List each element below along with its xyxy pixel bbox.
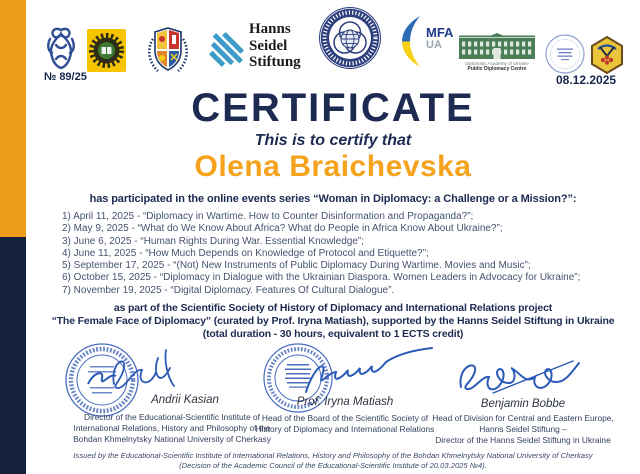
- left-accent-bar-navy: [0, 237, 26, 474]
- academy-caption-2: Public Diplomacy Centre: [467, 66, 527, 72]
- signatory-title-line: Director of the Hanns Seidel Stiftung in Ukraine: [435, 434, 611, 445]
- certificate-number: № 89/25: [44, 71, 87, 83]
- project-line-1: as part of the Scientific Society of History of Diplomacy and International Relations project: [113, 302, 553, 314]
- signatory-title-line: Hanns Seidel Stiftung –: [479, 423, 567, 434]
- sunflower-logo-icon: [87, 29, 126, 72]
- event-list: [62, 211, 580, 297]
- diplomatic-academy-building-icon: [458, 33, 536, 60]
- recipient-name: Olena Braichevska: [194, 150, 472, 183]
- mfa-line1: MFA: [426, 25, 454, 40]
- signature-iryna-matiash: [298, 342, 438, 402]
- event-item: 1) April 11, 2025 - “Diplomacy in Wartime. How to Counter Disinformation and Propaganda?”;: [62, 211, 474, 222]
- event-item: 4) June 11, 2025 - “How Much Depends on Knowledge of Protocol and Etiquette?”;: [62, 247, 429, 259]
- event-item: 7) November 19, 2025 - “Digital Diplomacy. Features Of Cultural Dialogue”.: [62, 284, 395, 296]
- hss-line2: Seidel: [249, 37, 288, 54]
- signature-benjamin-bobbe: [453, 353, 587, 401]
- mfa-wordmark: [426, 26, 453, 52]
- hanns-seidel-stiftung-logo-icon: [205, 24, 247, 74]
- left-accent-bar-orange: [0, 0, 26, 237]
- university-crest-icon: [143, 24, 193, 75]
- signatory-title-line: History of Diplomacy and International Relations: [255, 423, 435, 434]
- signatory-name-2: Prof. Iryna Matiash: [296, 396, 394, 408]
- signatory-title-line: Bohdan Khmelnytsky National University of Cherkasy: [73, 433, 271, 444]
- project-line-3: (total duration - 30 hours, equivalent to 1 ECTS credit): [202, 328, 464, 341]
- issue-date: 08.12.2025: [556, 73, 617, 87]
- project-description: [26, 302, 640, 342]
- footer-issuer: [26, 451, 640, 471]
- footer-line-1: Issued by the Educational-Scientific Institute of International Relations, History and Philosophy of the Bohdan Khmelnytsky National University of Cherkasy: [73, 451, 593, 460]
- mfa-flag-ribbon-icon: [399, 15, 423, 68]
- participation-line: has participated in the online events series “Woman in Diplomacy: a Challenge or a Mission?”:: [89, 193, 577, 205]
- academy-caption-1: Diplomatic Academy of Ukraine: [465, 61, 529, 66]
- hanns-seidel-stiftung-wordmark: [249, 21, 301, 71]
- diplomatic-academy-captions: [455, 61, 539, 72]
- signatory-title-line: International Relations, History and Philosophy of the: [73, 422, 271, 433]
- certificate-title: CERTIFICATE: [191, 86, 475, 130]
- signatory-title-3: [405, 413, 640, 445]
- signatory-title-line: Head of the Board of the Scientific Society of: [261, 413, 429, 423]
- event-item: 3) June 6, 2025 - “Human Rights During War. Essential Knowledge”;: [62, 235, 364, 247]
- signatory-title-line: Head of Division for Central and Eastern Europe,: [432, 413, 614, 423]
- event-item: 6) October 15, 2025 - “Diplomacy in Dialogue with the Ukrainian Diaspora. Women Leaders in Advocacy for Ukraine”;: [62, 272, 581, 284]
- hexagon-crest-logo-icon: [589, 36, 625, 74]
- event-item: 2) May 9, 2025 - “What do We Know About Africa? What do People in Africa Know About Ukraine?”;: [62, 223, 503, 235]
- signatory-name-3: Benjamin Bobbe: [480, 398, 566, 410]
- hss-line1: Hanns: [249, 21, 291, 37]
- university-monogram-icon: [44, 25, 78, 71]
- hss-line3: Stiftung: [249, 54, 301, 70]
- project-line-2: “The Female Face of Diplomacy” (curated by Prof. Iryna Matiash), supported by the Hanns Seidel Stiftung in Ukraine: [51, 315, 615, 328]
- signatory-title-line: Director of the Educational-Scientific Institute of: [84, 412, 260, 422]
- certify-line: This is to certify that: [254, 132, 412, 149]
- footer-line-2: (Decision of the Academic Council of the Educational-Scientific Institute of 20.03.2025 №4).: [179, 461, 487, 470]
- mfa-line2: UA: [426, 39, 442, 51]
- scientific-society-emblem-icon: [318, 6, 382, 70]
- signatory-name-1: Andrii Kasian: [151, 394, 219, 406]
- event-item: 5) September 17, 2025 - “(Not) New Instruments of Public Diplomacy During Wartime. Movies and Music”;: [62, 260, 531, 272]
- round-seal-logo-icon: [545, 34, 585, 74]
